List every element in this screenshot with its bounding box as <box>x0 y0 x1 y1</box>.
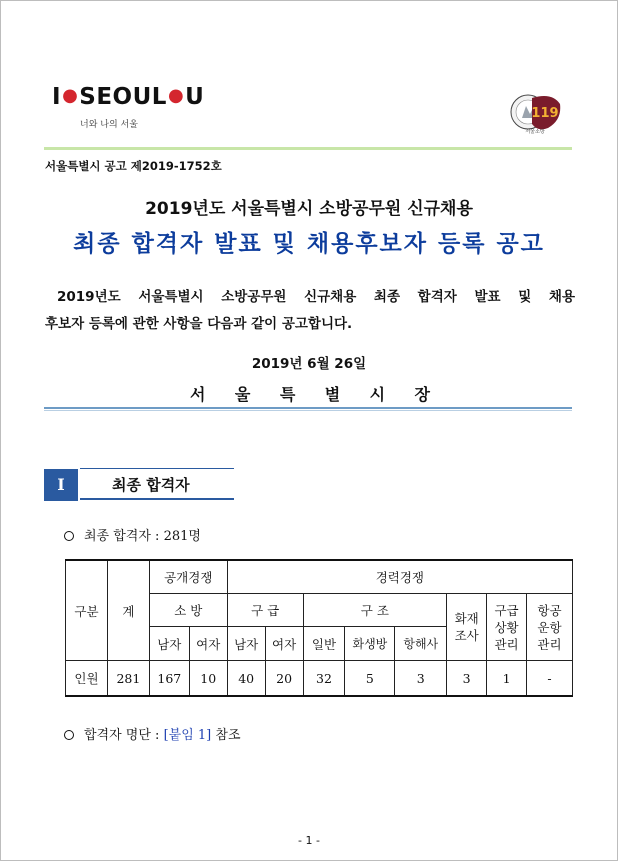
cell-structure-chemical: 5 <box>345 661 395 697</box>
notice-date: 2019년 6월 26일 <box>251 356 367 372</box>
cell-total: 281 <box>107 661 149 697</box>
seoul-logo <box>52 84 204 110</box>
logo-letter-u: U <box>185 84 205 110</box>
circle-bullet-icon <box>64 531 74 541</box>
logo-slogan: 너와 나의 서울 <box>80 120 138 130</box>
issuer-char: 시 <box>369 385 386 404</box>
body-line-2: 후보자 등록에 관한 사항을 다음과 같이 공고합니다. <box>45 316 353 332</box>
issuer-name <box>190 382 430 405</box>
header-rescue-female: 여자 <box>265 627 303 661</box>
issuer-char: 서 <box>190 385 206 404</box>
title-line-1: 2019년도 서울특별시 소방공무원 신규채용 <box>145 199 473 219</box>
section-title-underline <box>80 498 234 500</box>
issuer-char: 특 <box>279 385 296 404</box>
passers-list-reference <box>64 724 241 743</box>
header-category: 구분 <box>66 560 108 661</box>
logo-letter-i: I <box>52 84 62 110</box>
cell-aviation-management: - <box>527 661 573 697</box>
issuer-char: 별 <box>324 385 341 404</box>
issuer-char: 장 <box>414 385 430 404</box>
header-rescue-emt: 구 급 <box>227 594 303 627</box>
page-number: - 1 - <box>298 834 320 847</box>
issuer-divider <box>44 407 572 409</box>
section-title: 최종 합격자 <box>112 476 190 494</box>
bullet-value: 281명 <box>163 529 201 544</box>
passers-table <box>65 559 573 697</box>
header-career-competition: 경력경쟁 <box>227 560 572 594</box>
header-open-female: 여자 <box>189 627 227 661</box>
issuer-char: 울 <box>234 385 251 404</box>
cell-open-female: 10 <box>189 661 227 697</box>
header-open-competition: 공개경쟁 <box>149 560 227 594</box>
cell-rescue-male: 40 <box>227 661 265 697</box>
cell-fire-investigation: 3 <box>447 661 487 697</box>
fire-department-emblem-icon <box>508 88 562 134</box>
bullet-label: 합격자 명단 : <box>84 728 160 743</box>
header-structure-maritime: 항해사 <box>395 627 447 661</box>
logo-dot-icon: ● <box>62 85 79 106</box>
issuer-divider-thin <box>44 410 572 411</box>
header-divider <box>44 147 572 150</box>
header-structure-general: 일반 <box>303 627 345 661</box>
header-emergency-management: 구급 상황 관리 <box>487 594 527 661</box>
notice-number: 서울특별시 공고 제2019-1752호 <box>45 159 222 173</box>
final-passers-count <box>64 525 201 544</box>
header-firefighting: 소 방 <box>149 594 227 627</box>
header-total: 계 <box>107 560 149 661</box>
logo-dot-icon: ● <box>167 85 185 106</box>
notice-body <box>45 284 575 338</box>
circle-bullet-icon <box>64 730 74 740</box>
header-open-male: 남자 <box>149 627 189 661</box>
cell-emergency-management: 1 <box>487 661 527 697</box>
header-rescue-male: 남자 <box>227 627 265 661</box>
bullet-suffix: 참조 <box>215 728 241 743</box>
title-line-2: 최종 합격자 발표 및 채용후보자 등록 공고 <box>73 231 545 257</box>
header-structure-chemical: 화생방 <box>345 627 395 661</box>
cell-structure-maritime: 3 <box>395 661 447 697</box>
bullet-label: 최종 합격자 : <box>84 529 160 544</box>
header-aviation-management: 항공 운항 관리 <box>527 594 573 661</box>
cell-rescue-female: 20 <box>265 661 303 697</box>
logo-word-seoul: SEOUL <box>79 84 167 110</box>
header-structure: 구 조 <box>303 594 447 627</box>
attachment-link[interactable]: [붙임 1] <box>163 728 212 743</box>
cell-open-male: 167 <box>149 661 189 697</box>
section-number-badge: I <box>44 469 78 501</box>
section-title-rule-top <box>80 468 234 469</box>
row-label: 인원 <box>66 661 108 697</box>
header-fire-investigation: 화재 조사 <box>447 594 487 661</box>
cell-structure-general: 32 <box>303 661 345 697</box>
svg-text:119: 119 <box>531 106 559 121</box>
body-line-1: 2019년도 서울특별시 소방공무원 신규채용 최종 합격자 발표 및 채용 <box>57 289 575 305</box>
svg-text:서울소방: 서울소방 <box>525 129 545 134</box>
